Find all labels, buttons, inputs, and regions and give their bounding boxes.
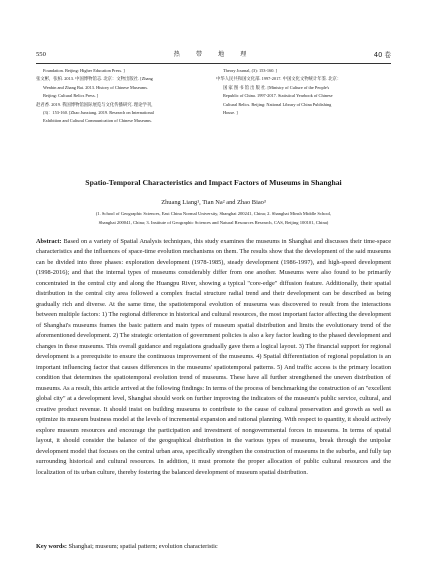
reference-line: Exhibition and Cultural Communication of Chinese Museums. [43, 118, 152, 124]
reference-line: 中华人民共和国文化部. 1997-2017. 中国文化文物统计年鉴. 北京： [216, 76, 342, 82]
journal-title: 热 带 地 理 [173, 51, 254, 58]
reference-line: Theory Journal, (3): 153-160. ] [223, 68, 278, 73]
keywords-label: Key words: [36, 543, 67, 550]
page-number: 550 [36, 51, 46, 58]
article-authors: Zhuang Liang¹, Tian Na² and Zhao Biao³ [161, 199, 266, 206]
reference-line: 赵君香. 2019. 我国博物馆国际展览与文化传播研究. 理论学刊， [36, 101, 156, 107]
reference-line: (3)：153-160. [Zhao Junxiang. 2019. Research on International [43, 110, 154, 116]
header-rule [36, 63, 391, 64]
keywords-text: Shanghai; museum; spatial pattern; evolution characteristic [68, 543, 218, 550]
article-title: Spatio-Temporal Characteristics and Impact Factors of Museums in Shanghai [85, 178, 342, 187]
abstract-text: Based on a variety of Spatial Analysis techniques, this study examines the museums in Shanghai and discusses their time-space characteristics and the influences of space-time evolution mechanisms on them. The results show that the development of the said museums can be divided into three phases: exploration development (1978-1985), steady development (1986-1997), and high-speed development (1998-2016); and that the internal types of museums considerably differ from one another. Museums were also found to be primarily concentrated in the central city and along the Huangpu River, showing a typical "core-edge" diffusion feature. Additionally, their spatial distribution in the central city area followed a complex fractal structure radial trend and their development can be described as being gradually rich and diverse. At the same time, the spatiotemporal evolution of museums was discovered to result from the interactions between multiple factors: 1) The regional difference in historical and cultural resources, the most important factor affecting the development of Shanghai's museums frames the basic pattern and main types of museum spatial distribution and limits the evolutionary trend of the aforementioned development. 2) The strategic orientation of government policies is also a key factor leading to the phased development and changes in these museums. This overall guidance and regulations gradually gave them a logical layout. 3) The financial support for regional development is a prerequisite to ensure the continuous improvement of the museums. 4) Spatial differentiation of regional population is an important influencing factor that causes differences in the museums' spatiotemporal patterns. 5) And traffic access is the primary location condition that determines the spatiotemporal evolution trend of museums. These have all further strengthened the uneven distribution of museums. As a result, this article arrived at the following findings: In terms of the process of benchmarking the construction of an "excellent global city" at a development level, Shanghai should work on further improving the indicators of the museum's public service, cultural, and creative product revenue. It should insist on building museums to contribute to the cause of cultural preservation and growth as well as optimize its museum business model at the levels of incremental expansion and rational planning. With respect to quantity, it should actively explore museum resources and encourage the participation and investment of nongovernmental forces in museums. In terms of spatial layout, it should consider the balance of the geographical distribution in the various types of museums, break through the unipolar development model that focuses on the central urban area, specifically strengthen the construction of museums in the suburbs, and fully tap surrounding historical and cultural resources. In addition, it must promote the proper allocation of public cultural resources and the localization of its urban culture, thereby fostering the balanced development of museum spatial distribution. [36, 238, 392, 476]
references-left-column [36, 67, 211, 126]
reference-line: 国 家 图 书 馆 出 版 社. [Ministry of Culture of the People's [223, 84, 330, 90]
affiliation-line: (1. School of Geographic Sciences, East China Normal University, Shanghai 200241, China; 2. Shanghai Minsh Middle School, [95, 211, 332, 216]
reference-line: Foundation. Beijing: Higher Education Press. ] [43, 68, 125, 73]
abstract-label: Abstract: [36, 238, 62, 245]
reference-line: House. ] [223, 110, 238, 116]
references-right-column [216, 67, 391, 117]
affiliation-line: Shanghai 200041, China; 3. Institute of Geographic Sciences and Natural Resources Research, CAS, Beijing 100101, China) [98, 219, 329, 225]
reference-line: 张文彬，张柏. 2013. 中国博物馆志. 北京：文物出版社. [Zhang [36, 76, 153, 82]
keywords [36, 542, 391, 552]
reference-line: Cultural Relics. Beijing: National Library of China Publishing [223, 101, 332, 107]
reference-line: Republic of China. 1997-2017. Statistical Yearbook of Chinese [223, 93, 333, 99]
reference-line: Wenbin and Zhang Bai. 2013. History of Chinese Museums. [43, 84, 148, 90]
volume-label: 40 卷 [373, 51, 391, 59]
reference-line: Beijing: Cultural Relics Press. ] [43, 93, 99, 99]
author-affiliations [36, 210, 391, 227]
abstract [36, 237, 391, 478]
running-header [36, 49, 391, 61]
